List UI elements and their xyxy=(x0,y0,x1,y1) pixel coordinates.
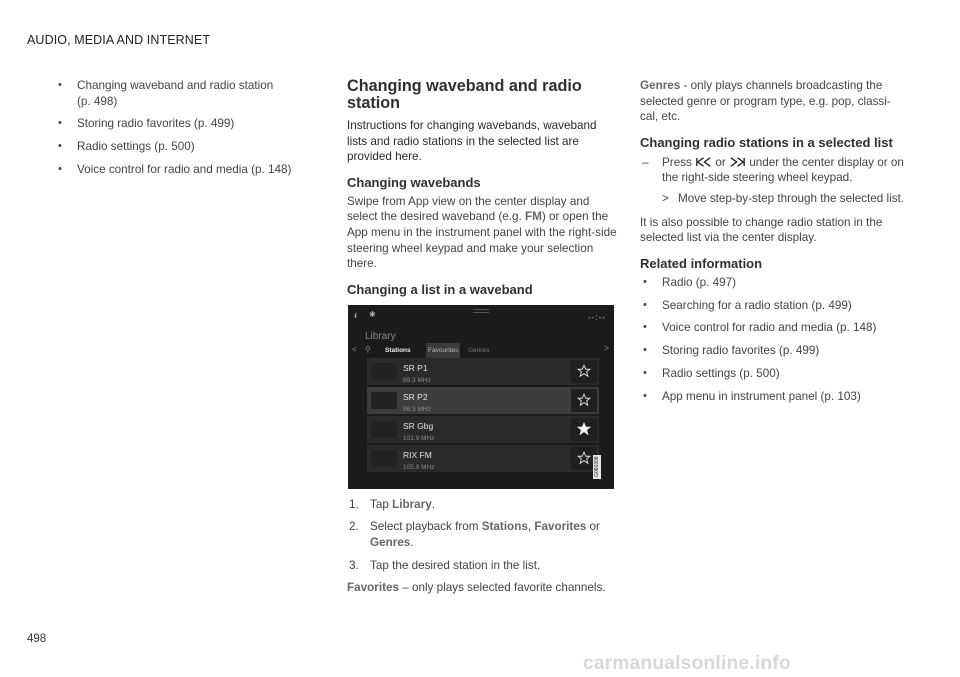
favorites-note: Favorites – only plays selected favorite channels. xyxy=(347,581,606,595)
topic-link[interactable]: • Changing waveband and radio station (p. 498) xyxy=(55,78,315,109)
station-logo xyxy=(371,392,397,409)
clock: --:-- xyxy=(588,312,606,322)
star-filled-icon xyxy=(571,418,597,441)
center-display-screenshot xyxy=(348,305,614,489)
related-link[interactable]: • Searching for a radio station (p. 499) xyxy=(640,298,905,314)
main-column xyxy=(347,78,617,600)
station-row: RIX FM 105.9 MHz xyxy=(367,445,599,472)
watermark: carmanualsonline.info xyxy=(583,653,791,674)
star-outline-icon xyxy=(571,389,597,412)
heading-changing-wavebands: Changing wavebands xyxy=(347,174,481,190)
related-links-list xyxy=(640,275,905,405)
page-number: 498 xyxy=(27,633,47,645)
station-row: SR Gbg 101.9 MHz xyxy=(367,416,599,443)
section-title: Changing waveband and radio station xyxy=(347,77,582,112)
top-view-handle xyxy=(473,309,489,313)
step-item: 1. Tap Library. xyxy=(349,497,435,511)
topic-links-list xyxy=(55,78,315,178)
topic-link[interactable]: • Storing radio favorites (p. 499) xyxy=(55,116,315,132)
back-chevron-icon: < xyxy=(352,344,357,354)
signal-icon: ·ıl xyxy=(353,312,356,320)
skip-back-icon xyxy=(695,157,712,167)
steps-list xyxy=(347,497,617,573)
image-reference-code: G060308 xyxy=(594,456,600,478)
intro-paragraph: Instructions for changing wavebands, waveband lists and radio stations in the selected list are provided here. xyxy=(347,119,597,164)
forward-chevron-icon: > xyxy=(603,342,609,353)
step-item: 2. Select playback from Stations, Favorites or Genres. xyxy=(349,520,600,549)
station-row: SR P1 89.3 MHz xyxy=(367,358,599,385)
tab-stations: Stations xyxy=(385,343,411,361)
related-link[interactable]: • Storing radio favorites (p. 499) xyxy=(640,343,905,359)
heading-changing-list: Changing a list in a waveband xyxy=(347,281,533,297)
station-logo xyxy=(371,421,397,438)
star-outline-icon xyxy=(571,360,597,383)
topic-links-column xyxy=(55,78,315,185)
topic-link[interactable]: • Voice control for radio and media (p. 148) xyxy=(55,162,315,178)
genres-note: Genres - only plays channels broadcasting the selected genre or program type, e.g. pop, classi-cal, etc. xyxy=(640,79,891,124)
skip-forward-icon xyxy=(729,157,746,167)
center-display-note: It is also possible to change radio station in the selected list via the center display. xyxy=(640,215,883,245)
wavebands-paragraph: Swipe from App view on the center display and select the desired waveband (e.g. FM) or open the App menu in the instrument panel with the right-side steering wheel keypad and make your selection there. xyxy=(347,194,617,271)
topic-link[interactable]: • Radio settings (p. 500) xyxy=(55,139,315,155)
related-link[interactable]: • App menu in instrument panel (p. 103) xyxy=(640,389,905,405)
related-link[interactable]: • Radio settings (p. 500) xyxy=(640,366,905,382)
press-instruction: – Press or under the center display or on the right-side steering wheel keypad. xyxy=(642,155,904,185)
bluetooth-icon: ✱ xyxy=(369,309,376,319)
tab-favourites: Favourites xyxy=(426,343,460,359)
right-column xyxy=(640,78,905,411)
step-item: 3. Tap the desired station in the list. xyxy=(349,558,541,572)
station-row-selected: SR P2 96.3 MHz xyxy=(367,387,599,414)
heading-changing-stations: Changing radio stations in a selected list xyxy=(640,134,893,150)
related-link[interactable]: • Voice control for radio and media (p. 148) xyxy=(640,320,905,336)
running-header: AUDIO, MEDIA AND INTERNET xyxy=(27,33,211,47)
result-note: > Move step-by-step through the selected list. xyxy=(662,191,905,205)
library-label: Library xyxy=(365,330,396,342)
tab-genres: Genres xyxy=(468,346,490,354)
heading-related-info: Related information xyxy=(640,255,763,271)
search-icon: ⚲ xyxy=(365,344,371,354)
station-logo xyxy=(371,363,397,380)
station-logo xyxy=(371,450,397,467)
related-link[interactable]: • Radio (p. 497) xyxy=(640,275,905,291)
